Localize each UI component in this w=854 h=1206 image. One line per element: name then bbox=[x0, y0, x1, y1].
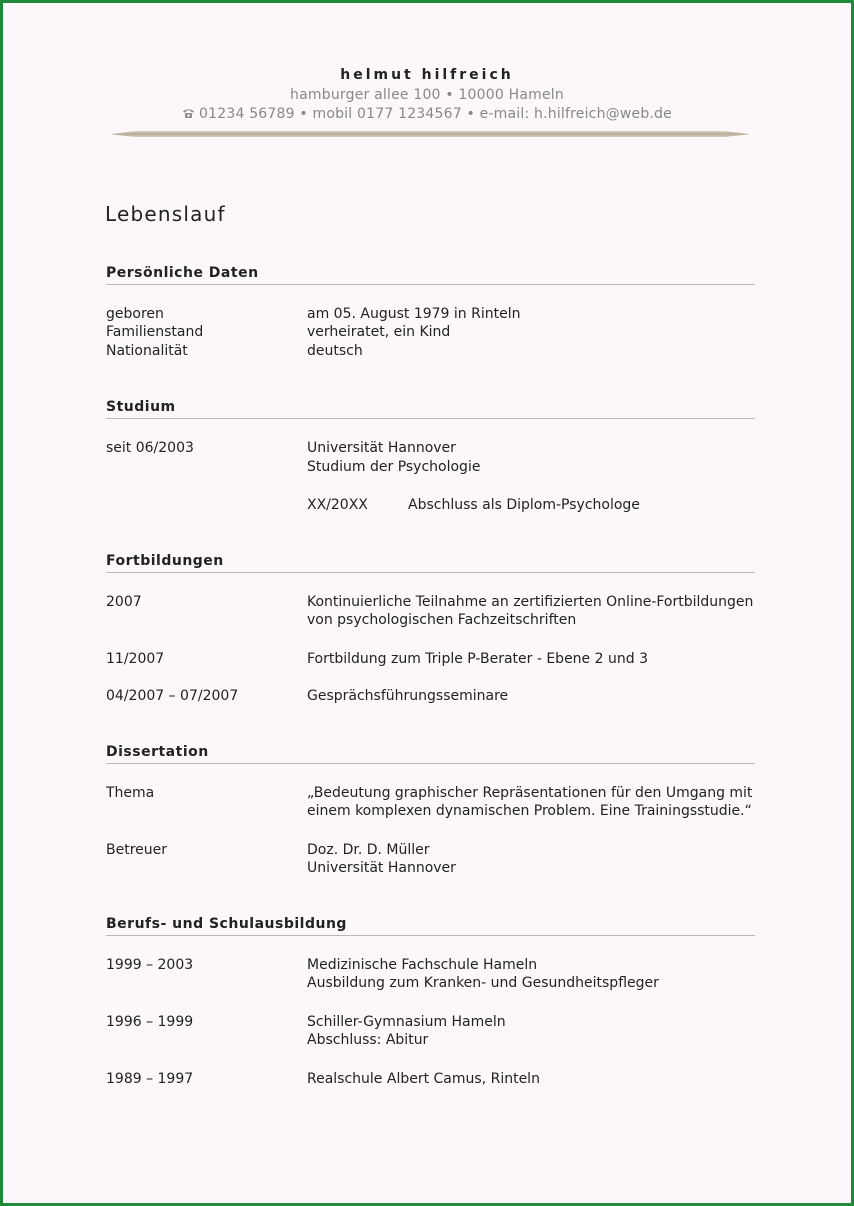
section-divider bbox=[106, 418, 755, 419]
row-label: Familienstand bbox=[106, 324, 204, 340]
row-value: Universität Hannover bbox=[307, 440, 456, 456]
section-title-dissertation: Dissertation bbox=[106, 744, 209, 760]
row-value: deutsch bbox=[307, 343, 363, 359]
row-label: Nationalität bbox=[106, 343, 188, 359]
phone-icon bbox=[182, 108, 195, 119]
row-value: Fortbildung zum Triple P-Berater - Ebene 2 und 3 bbox=[307, 651, 648, 667]
section-title-ausbildung: Berufs- und Schulausbildung bbox=[106, 916, 347, 932]
section-divider bbox=[106, 935, 755, 936]
section-divider bbox=[106, 763, 755, 764]
row-value: Studium der Psychologie bbox=[307, 459, 481, 475]
row-value: Universität Hannover bbox=[307, 860, 456, 876]
section-divider bbox=[106, 284, 755, 285]
header-name: helmut hilfreich bbox=[340, 67, 514, 83]
row-value: Medizinische Fachschule Hameln bbox=[307, 957, 538, 973]
row-value: Doz. Dr. D. Müller bbox=[307, 842, 430, 858]
row-value: Kontinuierliche Teilnahme an zertifizierten Online-Fortbildungen bbox=[307, 594, 754, 610]
row-value: verheiratet, ein Kind bbox=[307, 324, 451, 340]
row-value: Realschule Albert Camus, Rinteln bbox=[307, 1071, 540, 1087]
section-title-studium: Studium bbox=[106, 399, 176, 415]
header-address: hamburger allee 100 • 10000 Hameln bbox=[290, 87, 564, 103]
row-label: 2007 bbox=[106, 594, 142, 610]
header-divider bbox=[110, 131, 750, 137]
row-label: 04/2007 – 07/2007 bbox=[106, 688, 239, 704]
row-value: Abschluss: Abitur bbox=[307, 1032, 429, 1048]
row-subvalue: Abschluss als Diplom-Psychologe bbox=[408, 497, 640, 513]
row-value: Gesprächsführungsseminare bbox=[307, 688, 509, 704]
row-label: Betreuer bbox=[106, 842, 168, 858]
row-value: am 05. August 1979 in Rinteln bbox=[307, 306, 521, 322]
row-label: 11/2007 bbox=[106, 651, 165, 667]
row-label: 1996 – 1999 bbox=[106, 1014, 194, 1030]
header-contact bbox=[3, 106, 851, 122]
row-value: einem komplexen dynamischen Problem. Eine Trainingsstudie.“ bbox=[307, 803, 752, 819]
row-label: 1999 – 2003 bbox=[106, 957, 194, 973]
row-label: 1989 – 1997 bbox=[106, 1071, 194, 1087]
row-label: geboren bbox=[106, 306, 164, 322]
row-label: seit 06/2003 bbox=[106, 440, 194, 456]
row-value: „Bedeutung graphischer Repräsentationen für den Umgang mit bbox=[307, 785, 753, 801]
contact-text: 01234 56789 • mobil 0177 1234567 • e-mail: h.hilfreich@web.de bbox=[199, 106, 672, 122]
document-title: Lebenslauf bbox=[105, 202, 226, 226]
row-label: Thema bbox=[106, 785, 155, 801]
row-value: Schiller-Gymnasium Hameln bbox=[307, 1014, 506, 1030]
section-title-fortbildungen: Fortbildungen bbox=[106, 553, 224, 569]
row-value: Ausbildung zum Kranken- und Gesundheitspfleger bbox=[307, 975, 659, 991]
section-title-personal: Persönliche Daten bbox=[106, 265, 259, 281]
section-divider bbox=[106, 572, 755, 573]
row-value: von psychologischen Fachzeitschriften bbox=[307, 612, 577, 628]
row-sublabel: XX/20XX bbox=[307, 497, 368, 513]
